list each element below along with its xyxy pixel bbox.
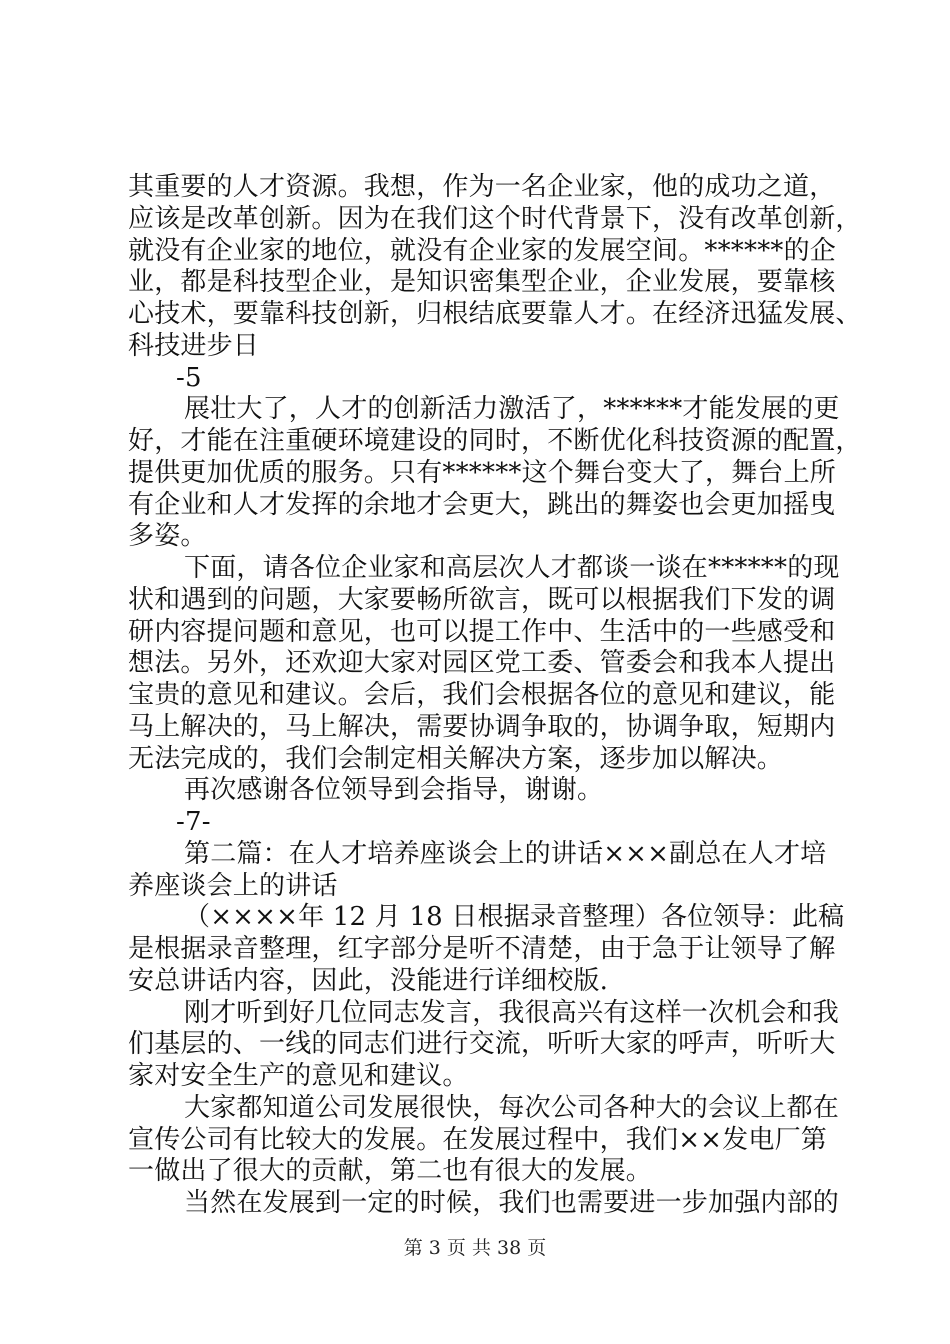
text-line: 们基层的、一线的同志们进行交流，听听大家的呼声，听听大 [128,1029,836,1060]
page-number-footer: 第 3 页 共 38 页 [403,1237,547,1259]
text-line: 想法。另外，还欢迎大家对园区党工委、管委会和我本人提出 [128,648,836,679]
text-line: 是根据录音整理，红字部分是听不清楚，由于急于让领导了解 [128,934,836,964]
text-line: 心技术，要靠科技创新，归根结底要靠人才。在经济迅猛发展、 [128,299,862,329]
paragraph-start: 大家都知道公司发展很快，每次公司各种大的会议上都在 [184,1092,840,1123]
text-line: 宣传公司有比较大的发展。在发展过程中，我们××发电厂第 [128,1124,827,1155]
text-line: 有企业和人才发挥的余地才会更大，跳出的舞姿也会更加摇曳 [128,489,836,520]
paragraph-start: 再次感谢各位领导到会指导，谢谢。 [184,775,604,806]
paragraph-start: 当然在发展到一定的时候，我们也需要进一步加强内部的 [184,1188,840,1218]
text-line: 状和遇到的问题，大家要畅所欲言，既可以根据我们下发的调 [128,584,836,615]
text-line: 应该是改革创新。因为在我们这个时代背景下，没有改革创新， [128,203,862,234]
text-line: 业，都是科技型企业，是知识密集型企业，企业发展，要靠核 [128,267,836,298]
text-line: 无法完成的，我们会制定相关解决方案，逐步加以解决。 [128,743,784,774]
page-marker: -5 [176,362,202,393]
text-line: 家对安全生产的意见和建议。 [128,1061,469,1091]
text-line: 一做出了很大的贡献，第二也有很大的发展。 [128,1156,653,1187]
text-line: 马上解决的，马上解决，需要协调争取的，协调争取，短期内 [128,711,836,742]
text-line: 其重要的人才资源。我想，作为一名企业家，他的成功之道， [128,172,836,202]
section-heading: 第二篇：在人才培养座谈会上的讲话×××副总在人才培 [184,838,827,869]
text-line: 安总讲话内容，因此，没能进行详细校版. [128,965,609,996]
paragraph-start: 展壮大了，人才的创新活力激活了，******才能发展的更 [184,394,840,425]
text-line: 好，才能在注重硬环境建设的同时，不断优化科技资源的配置， [128,426,862,456]
page-marker: -7- [176,807,211,837]
text-line: 就没有企业家的地位，就没有企业家的发展空间。******的企 [128,235,837,266]
paragraph-start: 刚才听到好几位同志发言，我很高兴有这样一次机会和我 [184,997,840,1028]
text-line: 宝贵的意见和建议。会后，我们会根据各位的意见和建议，能 [128,680,836,710]
paragraph-start: （××××年 12 月 18 日根据录音整理）各位领导：此稿 [184,902,845,933]
text-line: 科技进步日 [128,330,260,361]
text-line: 多姿。 [128,521,207,552]
text-line: 研内容提问题和意见，也可以提工作中、生活中的一些感受和 [128,616,836,647]
text-line: 提供更加优质的服务。只有******这个舞台变大了，舞台上所 [128,457,837,488]
paragraph-start: 下面，请各位企业家和高层次人才都谈一谈在******的现 [184,553,840,583]
text-line: 养座谈会上的讲话 [128,870,338,901]
